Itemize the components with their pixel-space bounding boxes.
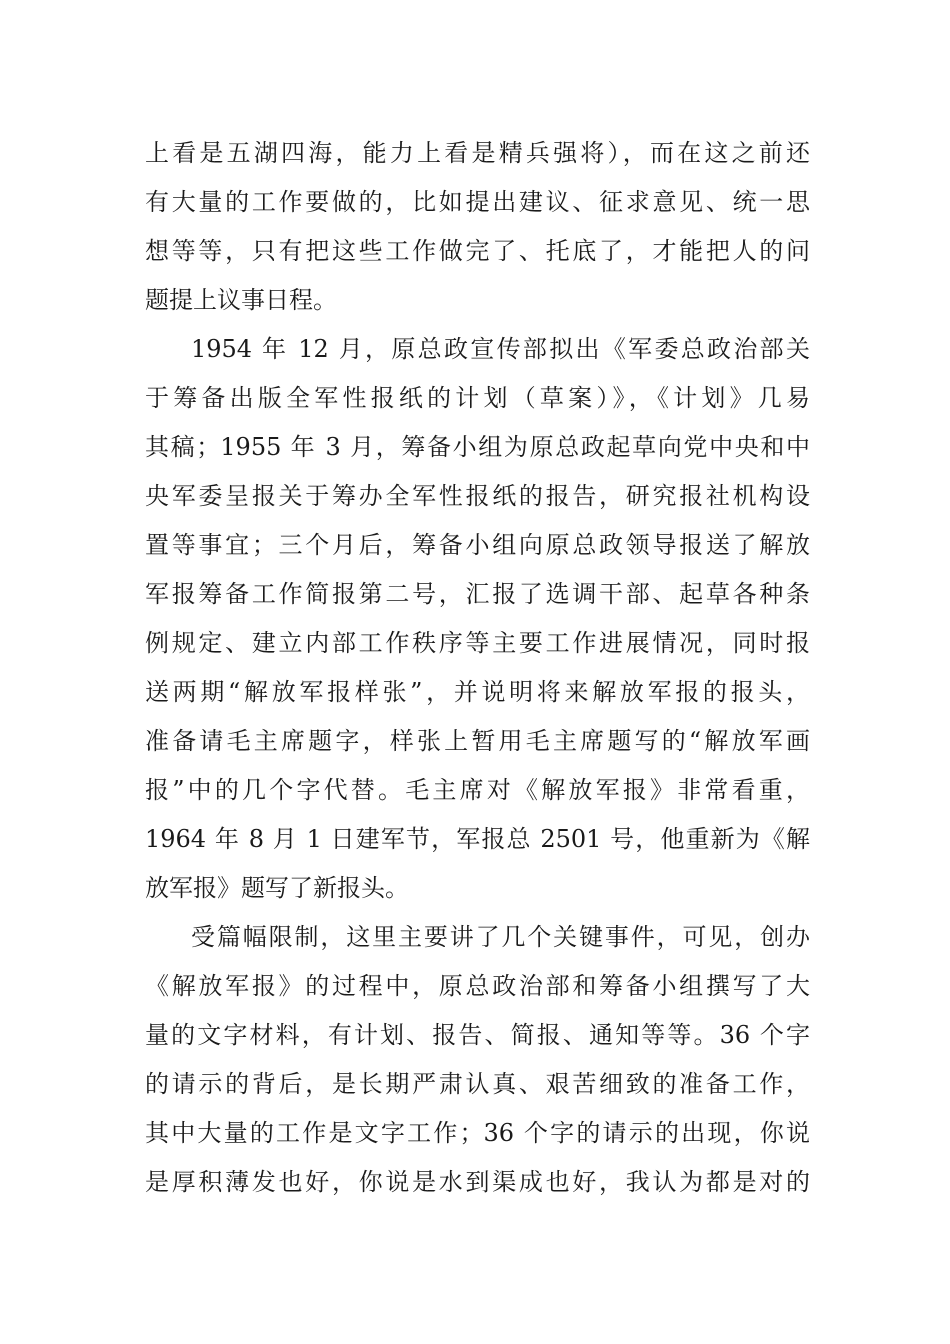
text-line: 准备请毛主席题字，样张上暂用毛主席题写的“解放军画 (145, 727, 810, 755)
paragraph-start-line: 受篇幅限制，这里主要讲了几个关键事件，可见，创办 (191, 923, 810, 951)
text-line: 题提上议事日程。 (145, 286, 337, 314)
text-line: 其中大量的工作是文字工作；36 个字的请示的出现，你说 (145, 1119, 810, 1147)
text-line: 量的文字材料，有计划、报告、简报、通知等等。36 个字 (145, 1021, 810, 1049)
text-line: 1964 年 8 月 1 日建军节，军报总 2501 号，他重新为《解 (145, 825, 810, 853)
text-line: 放军报》题写了新报头。 (145, 874, 409, 902)
text-line: 想等等，只有把这些工作做完了、托底了，才能把人的问 (145, 237, 810, 265)
text-line: 军报筹备工作简报第二号，汇报了选调干部、起草各种条 (145, 580, 810, 608)
text-line: 《解放军报》的过程中，原总政治部和筹备小组撰写了大 (145, 972, 810, 1000)
text-line: 的请示的背后，是长期严肃认真、艰苦细致的准备工作， (145, 1070, 810, 1098)
text-line: 央军委呈报关于筹办全军性报纸的报告，研究报社机构设 (145, 482, 810, 510)
text-line: 置等事宜；三个月后，筹备小组向原总政领导报送了解放 (145, 531, 810, 559)
text-line: 于筹备出版全军性报纸的计划（草案）》，《计划》几易 (145, 384, 810, 412)
text-line: 其稿；1955 年 3 月，筹备小组为原总政起草向党中央和中 (145, 433, 810, 461)
text-line: 是厚积薄发也好，你说是水到渠成也好，我认为都是对的 (145, 1168, 810, 1196)
body-text (145, 129, 810, 1207)
paragraph-start-line: 1954 年 12 月，原总政宣传部拟出《军委总政治部关 (191, 335, 810, 363)
text-line: 上看是五湖四海，能力上看是精兵强将），而在这之前还 (145, 139, 810, 167)
text-line: 报”中的几个字代替。毛主席对《解放军报》非常看重， (145, 776, 810, 804)
text-line: 例规定、建立内部工作秩序等主要工作进展情况，同时报 (145, 629, 810, 657)
text-line: 送两期“解放军报样张”，并说明将来解放军报的报头， (145, 678, 810, 706)
text-line: 有大量的工作要做的，比如提出建议、征求意见、统一思 (145, 188, 810, 216)
